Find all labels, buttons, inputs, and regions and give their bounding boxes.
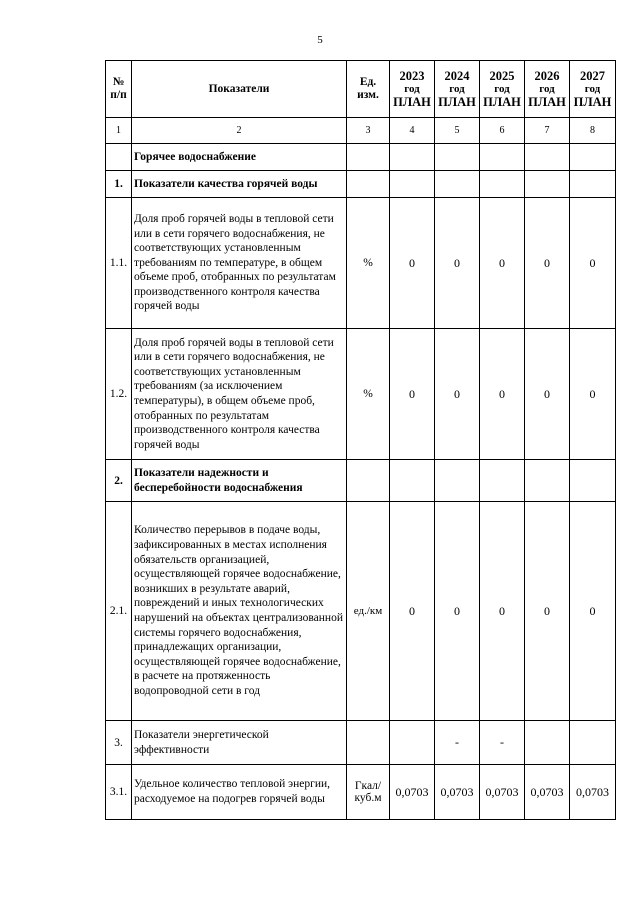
- row-value: 0,0703: [525, 765, 570, 820]
- column-index-row: [106, 118, 616, 144]
- row-value: [570, 144, 616, 171]
- column-index-cell: 2: [132, 118, 347, 144]
- row-name: Доля проб горячей воды в тепловой сети или в сети горячего водоснабжения, не соответствующих установленным требованиям по температуре, в общем объеме проб, отобранных по результатам производственного контроля качества горячей воды: [132, 198, 347, 329]
- row-value: 0: [570, 502, 616, 721]
- table-row: [106, 329, 616, 460]
- row-value: [480, 144, 525, 171]
- column-index-cell: 3: [347, 118, 390, 144]
- row-value: 0: [570, 329, 616, 460]
- row-value: [435, 171, 480, 198]
- row-value: 0: [480, 198, 525, 329]
- header-year-2025: [480, 61, 525, 118]
- column-index-cell: 7: [525, 118, 570, 144]
- row-num: 2.1.: [106, 502, 132, 721]
- row-num: 3.1.: [106, 765, 132, 820]
- row-value: [480, 460, 525, 502]
- table-row-group: [106, 460, 616, 502]
- header-num: № п/п: [106, 61, 132, 118]
- row-value: 0: [435, 502, 480, 721]
- row-unit: [347, 460, 390, 502]
- year-god: год: [404, 82, 420, 95]
- row-value: 0: [480, 329, 525, 460]
- row-value: [390, 171, 435, 198]
- year-label: 2024: [444, 68, 470, 83]
- header-row: [106, 61, 616, 118]
- row-name: Показатели энергетической эффективности: [132, 721, 347, 765]
- row-value: [390, 721, 435, 765]
- table-row-group: [106, 721, 616, 765]
- table-row: [106, 502, 616, 721]
- row-value: [525, 721, 570, 765]
- row-name: Доля проб горячей воды в тепловой сети или в сети горячего водоснабжения, не соответствующих установленным требованиям (за исключением температуры), в общем объеме проб, отобранных по результатам производственного контроля качества горячей воды: [132, 329, 347, 460]
- year-plan: ПЛАН: [573, 94, 612, 109]
- row-value: -: [480, 721, 525, 765]
- header-year-2024: [435, 61, 480, 118]
- row-unit: [347, 721, 390, 765]
- row-value: 0,0703: [435, 765, 480, 820]
- year-god: год: [449, 82, 465, 95]
- year-plan: ПЛАН: [438, 94, 476, 109]
- row-value: 0,0703: [390, 765, 435, 820]
- year-plan: ПЛАН: [393, 94, 431, 109]
- header-year-2023: [390, 61, 435, 118]
- row-value: [570, 171, 616, 198]
- row-name: Количество перерывов в подаче воды, зафиксированных в местах исполнения обязательств организацией, осуществляющей горячее водоснабжение, возникших в результате аварий, повреждений и иных технологических нарушений на объектах централизованной системы горячего водоснабжения, принадлежащих организации, осуществляющей горячее водоснабжение, в расчете на протяженность водопроводной сети в год: [132, 502, 347, 721]
- year-god: год: [584, 82, 601, 95]
- column-index-cell: 1: [106, 118, 132, 144]
- column-index-cell: 5: [435, 118, 480, 144]
- row-value: 0: [435, 329, 480, 460]
- row-value: 0: [390, 198, 435, 329]
- row-value: [435, 460, 480, 502]
- row-num: 1.: [106, 171, 132, 198]
- table-row-section: [106, 144, 616, 171]
- row-unit: Гкал/ куб.м: [347, 765, 390, 820]
- header-year-2026: [525, 61, 570, 118]
- table-row: [106, 198, 616, 329]
- row-value: 0: [525, 329, 570, 460]
- row-value: [390, 460, 435, 502]
- row-value: [390, 144, 435, 171]
- year-label: 2026: [534, 68, 560, 83]
- row-value: 0,0703: [480, 765, 525, 820]
- row-value: 0: [525, 502, 570, 721]
- row-value: [525, 171, 570, 198]
- row-value: -: [435, 721, 480, 765]
- column-index-cell: 8: [570, 118, 616, 144]
- row-value: 0,0703: [570, 765, 616, 820]
- column-index-cell: 6: [480, 118, 525, 144]
- year-label: 2027: [580, 68, 605, 83]
- row-name: Удельное количество тепловой энергии, расходуемое на подогрев горячей воды: [132, 765, 347, 820]
- indicators-table: [105, 60, 616, 820]
- row-num: 2.: [106, 460, 132, 502]
- row-name: Показатели надежности и бесперебойности водоснабжения: [132, 460, 347, 502]
- row-value: 0: [390, 502, 435, 721]
- column-index-cell: 4: [390, 118, 435, 144]
- row-num: [106, 144, 132, 171]
- row-unit: [347, 144, 390, 171]
- row-value: [570, 460, 616, 502]
- page-number: 5: [317, 34, 323, 46]
- table-row-group: [106, 171, 616, 198]
- header-indicator: Показатели: [132, 61, 347, 118]
- year-god: год: [494, 82, 510, 95]
- header-unit: Ед. изм.: [347, 61, 390, 118]
- year-plan: ПЛАН: [528, 94, 566, 109]
- row-value: [570, 721, 616, 765]
- row-value: [525, 460, 570, 502]
- year-label: 2025: [489, 68, 515, 83]
- row-unit: %: [347, 198, 390, 329]
- row-value: 0: [390, 329, 435, 460]
- row-name: Горячее водоснабжение: [132, 144, 347, 171]
- row-value: [480, 171, 525, 198]
- row-value: 0: [570, 198, 616, 329]
- table-row: [106, 765, 616, 820]
- year-god: год: [539, 82, 555, 95]
- year-plan: ПЛАН: [483, 94, 521, 109]
- row-num: 1.2.: [106, 329, 132, 460]
- header-year-2027: [570, 61, 616, 118]
- row-unit: %: [347, 329, 390, 460]
- row-value: 0: [480, 502, 525, 721]
- row-name: Показатели качества горячей воды: [132, 171, 347, 198]
- row-unit: [347, 171, 390, 198]
- row-value: [435, 144, 480, 171]
- row-value: 0: [435, 198, 480, 329]
- row-unit: ед./км: [347, 502, 390, 721]
- row-num: 3.: [106, 721, 132, 765]
- year-label: 2023: [399, 68, 425, 83]
- row-value: [525, 144, 570, 171]
- row-value: 0: [525, 198, 570, 329]
- row-num: 1.1.: [106, 198, 132, 329]
